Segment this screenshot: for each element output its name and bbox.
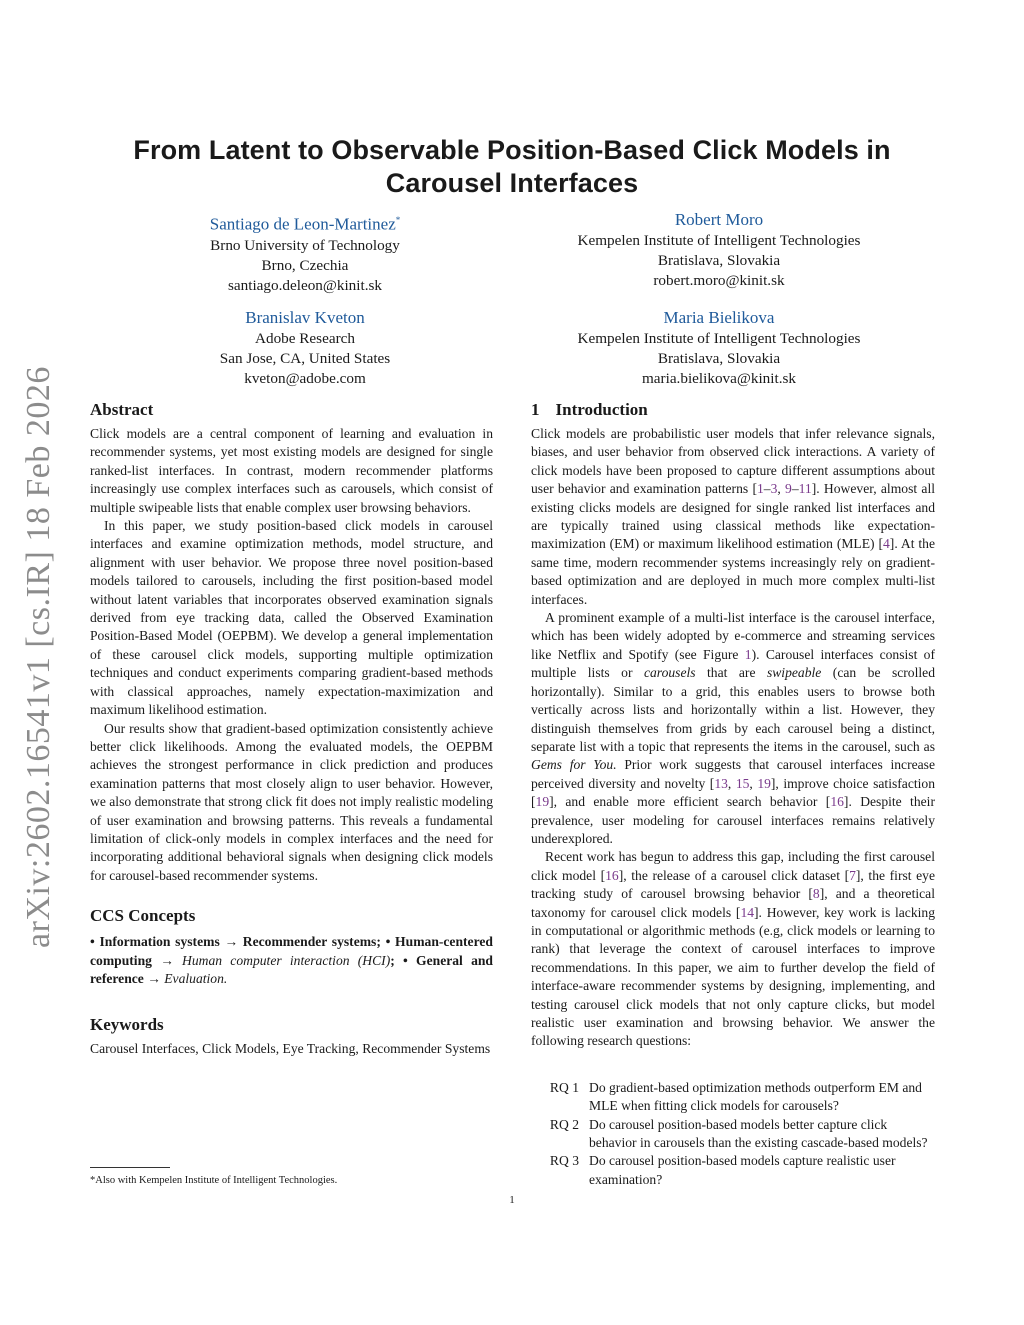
arrow-icon: → <box>160 952 174 968</box>
ccs-heading: CCS Concepts <box>90 906 196 926</box>
abstract-paragraph-2: In this paper, we study position-based click models in carousel interfaces and examine optimization methods, model structure, and alignment with user behavior. We propose three novel position-based models tailored to carousels, including the first position-based model without latent variables that incorporates observed examination signals derived from eye tracking data, called the Observed Examination Position-Based Model (OEPBM). We develop a general implementation of these carousel click models, supporting multiple optimization techniques and conduct experiments comparing gradient-based methods with classical approaches, namely expectation-maximization and maximum likelihood estimation. <box>90 518 493 718</box>
rq-text: Do carousel position-based models capture realistic user examination? <box>589 1153 896 1187</box>
arrow-icon: → <box>224 934 239 950</box>
citation[interactable]: 3 <box>770 481 778 497</box>
ccs-term: • Information systems <box>90 934 220 950</box>
author-email-2[interactable]: robert.moro@kinit.sk <box>653 272 785 289</box>
arrow-icon: → <box>147 970 161 986</box>
research-questions-list <box>531 1079 935 1189</box>
author-block-4 <box>514 307 924 389</box>
ccs-term: Human computer interaction (HCI) <box>182 952 391 968</box>
author-location-3: San Jose, CA, United States <box>219 350 391 367</box>
arxiv-stamp: arXiv:2602.16541v1 [cs.IR] 18 Feb 2026 <box>20 366 57 948</box>
rq-text: Do carousel position-based models better capture click behavior in carousels than the existing cascade-based models? <box>589 1116 928 1151</box>
citation[interactable]: 19 <box>535 794 550 810</box>
citation[interactable]: 16 <box>605 867 619 883</box>
author-email-1[interactable]: santiago.deleon@kinit.sk <box>227 276 383 294</box>
ccs-term: Evaluation. <box>164 970 228 986</box>
citation[interactable]: 11 <box>798 481 812 497</box>
paper-title: From Latent to Observable Position-Based Click Models in Carousel Interfaces <box>133 135 891 198</box>
author-mark: * <box>395 215 401 225</box>
author-affiliation-1: Brno University of Technology <box>210 236 400 254</box>
author-name-3[interactable]: Branislav Kveton <box>245 308 365 327</box>
research-question-1 <box>531 1079 935 1116</box>
author-affiliation-2: Kempelen Institute of Intelligent Technologies <box>577 232 861 249</box>
left-column <box>90 399 493 1059</box>
citation[interactable]: 16 <box>830 794 844 810</box>
right-column <box>531 399 935 1189</box>
ccs-term: ; • General and reference <box>90 952 493 986</box>
page-number: 1 <box>509 1194 515 1206</box>
author-location-4: Bratislava, Slovakia <box>657 350 781 367</box>
rq-label: RQ 1 <box>549 1079 579 1095</box>
rq-label: RQ 2 <box>549 1116 579 1132</box>
intro-paragraph-1: Click models are probabilistic user models that infer relevance signals, biases, and user behavior from observed click interactions. A variety of click models have been proposed to capture different assumptions about user behavior and examination patterns [1–3, 9–11]. However, almost all existing clicks models are designed for single ranked list interfaces and are typically trained using classical methods like expectation-maximization (EM) or maximum likelihood estimation (MLE) [4]. At the same time, modern recommender systems increasingly rely on gradient-based optimization and are deployed in much more complex multi-list interfaces. <box>531 426 936 607</box>
abstract-heading: Abstract <box>90 400 154 419</box>
citation[interactable]: 1 <box>756 481 764 497</box>
intro-paragraph-3: Recent work has begun to address this gap, including the first carousel click model [16], the release of a carousel click dataset [7], the first eye tracking study of carousel browsing behavior [8], and a theoretical taxonomy for carousel click models [14]. However, key work is lacking in computational or algorithmic methods (e.g, click models or learning to rank) that leverage the context of carousel interfaces to improve recommendations. In this paper, we aim to further develop the field of interface-aware recommender systems by designing, implementing, and testing carousel click models that not only capture clicks, but model realistic user examination and browsing behavior. We answer the following research questions: <box>531 849 935 1049</box>
author-block-1 <box>100 209 510 296</box>
author-email-4[interactable]: maria.bielikova@kinit.sk <box>641 370 797 387</box>
keywords-heading: Keywords <box>90 1015 164 1035</box>
author-block-2 <box>514 209 924 291</box>
author-affiliation-4: Kempelen Institute of Intelligent Technologies <box>577 330 861 347</box>
research-question-2 <box>531 1116 935 1153</box>
intro-paragraph-2: A prominent example of a multi-list interface is the carousel interface, which has been widely adopted by e-commerce and streaming services like Netflix and Spotify (see Figure 1). Carousel interfaces consist of multiple lists or carousels that are swipeable (can be scrolled horizontally). Similar to a grid, this enables users to browse both vertically across lists and horizontally within a list. However, they distinguish themselves from grids by each carousel being a distinct, separate list with a topic that represents the items in the carousel, such as Gems for You. Prior work suggests that carousel interfaces increase perceived diversity and novelty [13, 15, 19], improve choice satisfaction [19], and enable more efficient search behavior [16]. Despite their prevalence, user modeling for carousel interfaces remains relatively underexplored. <box>531 610 935 846</box>
intro-heading: 1 Introduction <box>531 400 648 419</box>
author-location-2: Bratislava, Slovakia <box>657 252 781 269</box>
author-name-4[interactable]: Maria Bielikova <box>663 308 775 327</box>
citation[interactable]: 7 <box>849 867 856 883</box>
citation[interactable]: 14 <box>740 904 755 920</box>
ccs-text <box>90 933 493 988</box>
rq-label: RQ 3 <box>549 1153 579 1169</box>
citation[interactable]: 4 <box>883 536 890 552</box>
author-email-3[interactable]: kveton@adobe.com <box>244 370 366 387</box>
author-affiliation-3: Adobe Research <box>255 330 355 347</box>
abstract-paragraph-1: Click models are a central component of learning and evaluation in recommender systems, yet most existing models are designed for single ranked-list interfaces. In contrast, modern recommender platforms increasingly use complex interfaces such as carousels, which consist of multiple swipeable lists that enable complex user browsing behaviors. <box>90 426 493 515</box>
ccs-term: ; • Human-centered computing <box>90 934 493 968</box>
citation[interactable]: 9 <box>785 481 792 497</box>
citation[interactable]: 8 <box>812 886 820 902</box>
author-block-3 <box>100 307 510 389</box>
rq-text: Do gradient-based optimization methods outperform EM and MLE when fitting click models for carousels? <box>589 1079 922 1114</box>
research-question-3 <box>531 1152 935 1189</box>
abstract-paragraph-3: Our results show that gradient-based optimization consistently achieve better click likelihoods. Among the evaluated models, the OEPBM achieves the strongest performance in click prediction and produces examination patterns that most closely align to user behavior. However, we also demonstrate that strong click fit does not imply realistic modeling of user examination and browsing patterns. This reveals a fundamental limitation of click-only models in complex interfaces and the need for incorporating additional behavioral signals when designing click models for carousel-based recommender systems. <box>90 720 493 883</box>
figure-link[interactable]: 1 <box>744 646 752 662</box>
footnote: *Also with Kempelen Institute of Intelligent Technologies. <box>90 1175 338 1186</box>
author-location-1: Brno, Czechia <box>261 256 349 274</box>
author-name-2[interactable]: Robert Moro <box>674 210 764 229</box>
footnote-rule <box>90 1167 170 1168</box>
author-name-1[interactable]: Santiago de Leon-Martinez* <box>209 214 401 234</box>
citation[interactable]: 15 <box>735 775 750 791</box>
keywords-text: Carousel Interfaces, Click Models, Eye Tracking, Recommender Systems <box>90 1041 491 1057</box>
citation[interactable]: 13 <box>714 775 728 791</box>
ccs-term: Recommender systems <box>242 934 377 950</box>
citation[interactable]: 19 <box>757 775 771 791</box>
